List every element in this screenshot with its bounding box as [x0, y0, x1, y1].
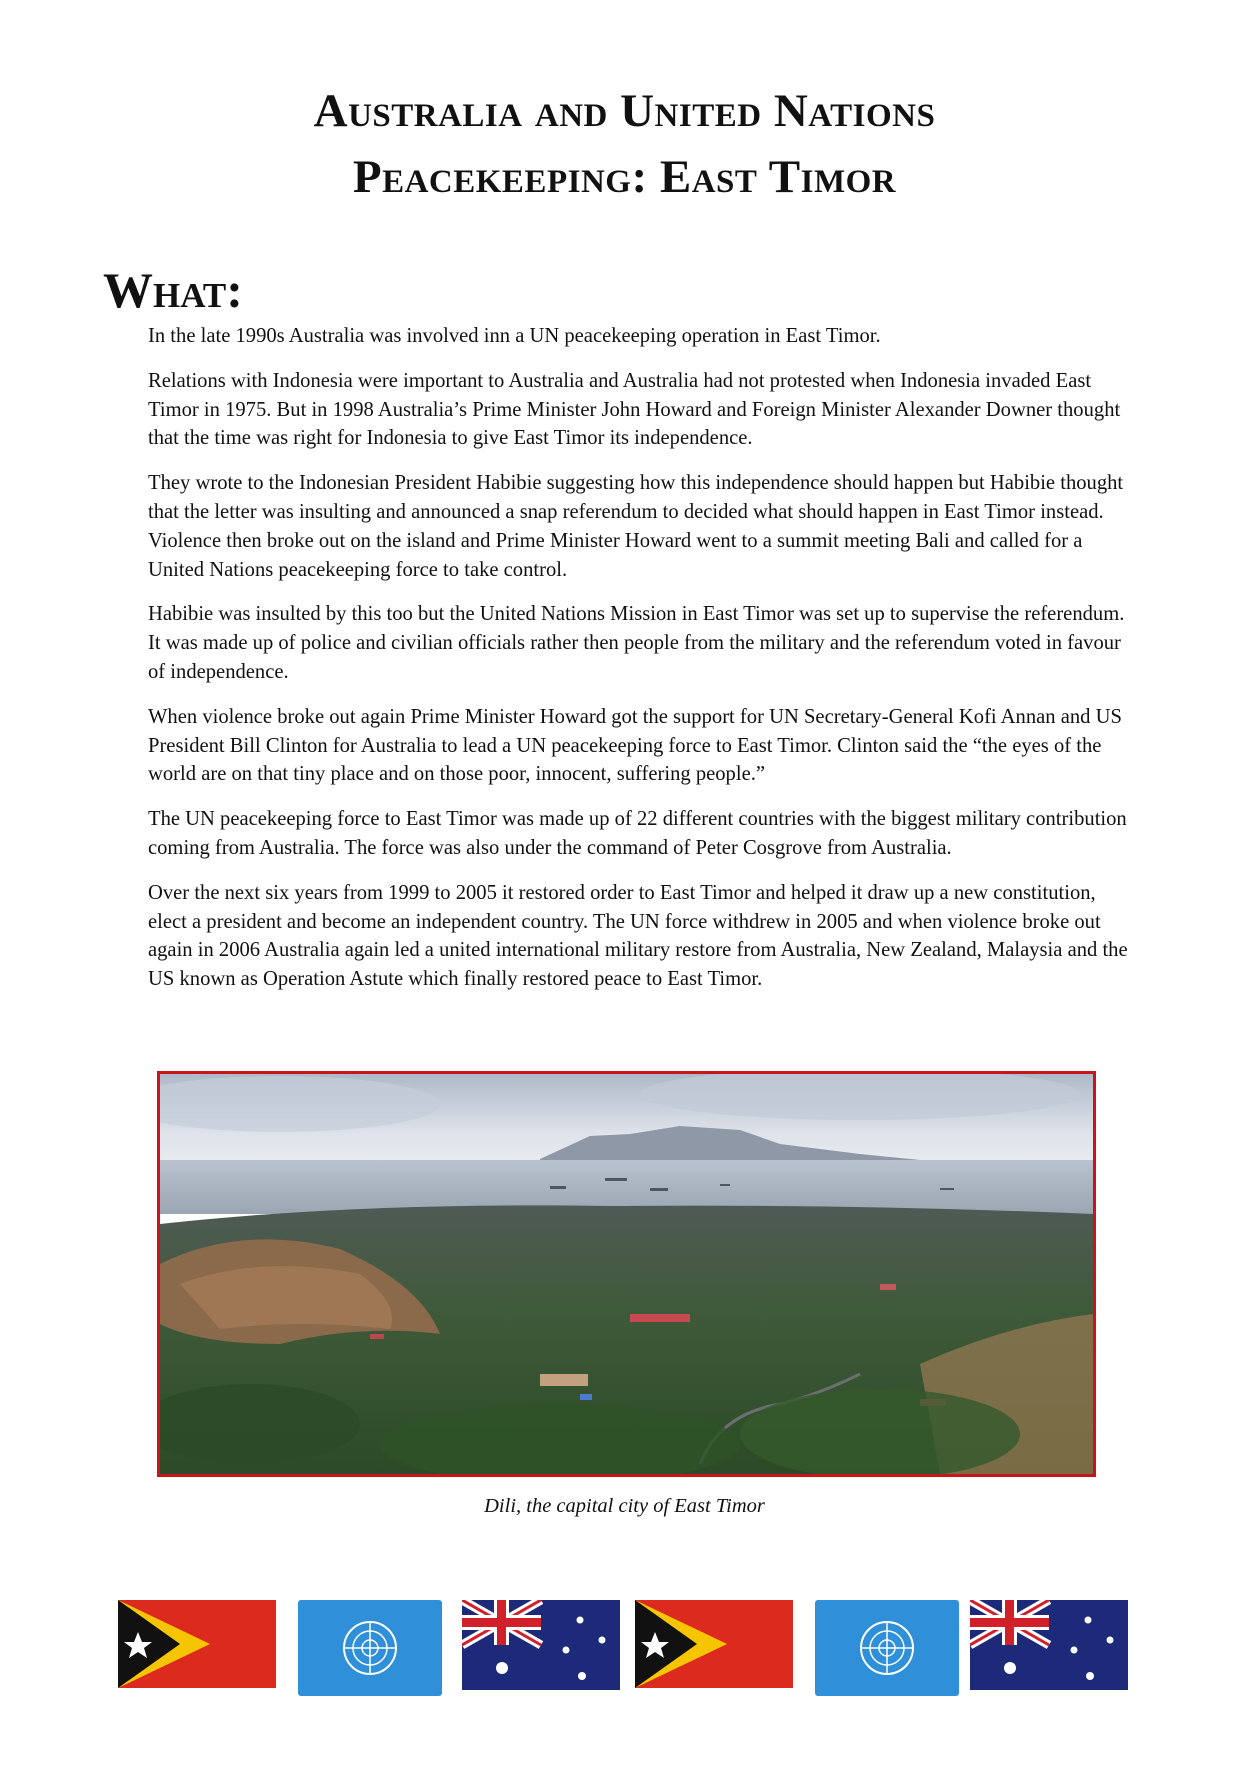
australia-flag-icon — [462, 1600, 620, 1690]
body-text — [148, 322, 1138, 1010]
australia-flag-icon — [970, 1600, 1128, 1690]
paragraph: Relations with Indonesia were important to Australia and Australia had not protested when Indonesia invaded East Timor in 1975. But in 1998 Australia’s Prime Minister John Howard and Foreign Minister Alexander Downer thought that the time was right for Indonesia to give East Timor its independence. — [148, 369, 1121, 450]
page-title — [0, 78, 1249, 210]
paragraph: In the late 1990s Australia was involved inn a UN peacekeeping operation in East Timor. — [148, 325, 881, 347]
flag-strip — [0, 1600, 1249, 1700]
un-flag-icon — [815, 1600, 959, 1696]
paragraph: When violence broke out again Prime Minister Howard got the support for UN Secretary-General Kofi Annan and US President Bill Clinton for Australia to lead a UN peacekeeping force to East Timor. Clinton said the “the eyes of the world are on that tiny place and on those poor, innocent, suffering people.” — [148, 705, 1122, 786]
paragraph: Over the next six years from 1999 to 2005 it restored order to East Timor and helped it draw up a new constitution, elect a president and become an independent country. The UN force withdrew in 2005 and when violence broke out again in 2006 Australia again led a united international military restore from Australia, New Zealand, Malaysia and the US known as Operation Astute which finally restored peace to East Timor. — [148, 881, 1128, 991]
paragraph: They wrote to the Indonesian President Habibie suggesting how this independence should happen but Habibie thought that the letter was insulting and announced a snap referendum to decided what should happen in East Timor instead. Violence then broke out on the island and Prime Minister Howard went to a summit meeting Bali and called for a United Nations peacekeeping force to take control. — [148, 472, 1124, 581]
east-timor-flag-icon — [118, 1600, 276, 1688]
photo-caption: Dili, the capital city of East Timor — [484, 1495, 765, 1517]
east-timor-flag-icon — [635, 1600, 793, 1688]
paragraph: The UN peacekeeping force to East Timor was made up of 22 different countries with the biggest military contribution coming from Australia. The force was also under the command of Peter Cosgrove from Australia. — [148, 808, 1127, 859]
title-line-1: Australia and United Nations — [313, 85, 936, 137]
dili-photo — [157, 1071, 1096, 1477]
title-line-2: Peacekeeping: East Timor — [352, 151, 897, 203]
un-flag-icon — [298, 1600, 442, 1696]
paragraph: Habibie was insulted by this too but the United Nations Mission in East Timor was set up to supervise the referendum. It was made up of police and civilian officials rather then people from the military and the referendum voted in favour of independence. — [148, 603, 1125, 683]
section-heading: What: — [103, 262, 243, 318]
